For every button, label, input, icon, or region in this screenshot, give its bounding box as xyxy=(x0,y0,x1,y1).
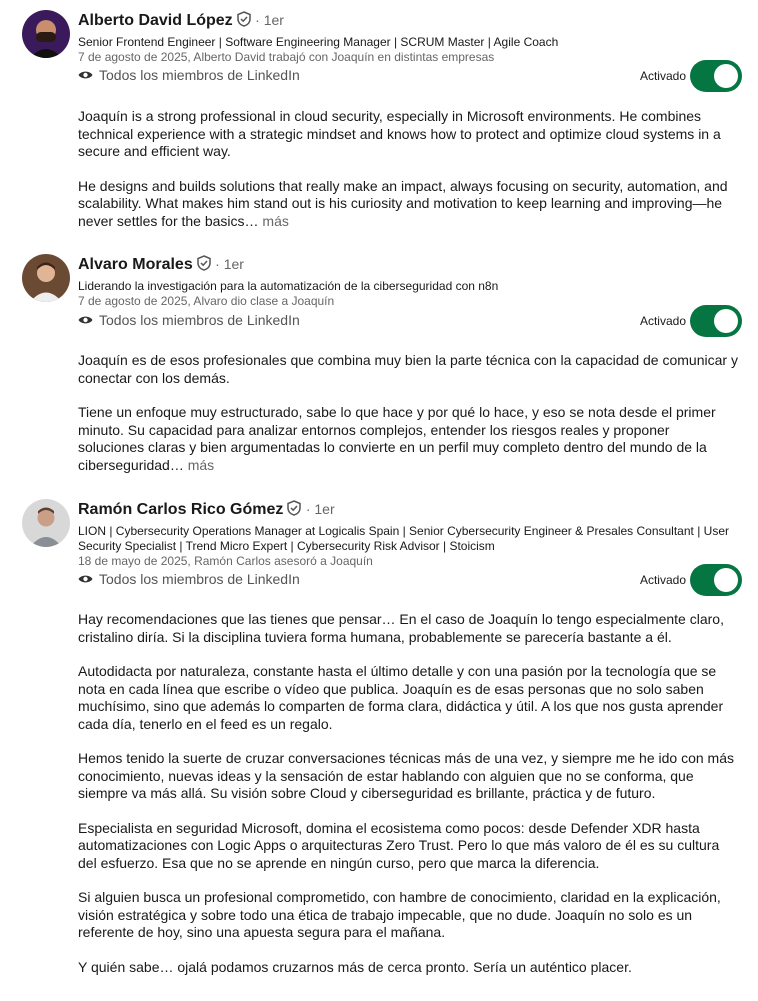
eye-icon xyxy=(78,312,93,328)
recommendation-meta: 7 de agosto de 2025, Alvaro dio clase a Joaquín xyxy=(78,294,335,308)
recommendation-paragraph: Tiene un enfoque muy estructurado, sabe lo que hace y por qué lo hace, y eso se nota desde el primer minuto. Su capacidad para analizar entornos complejos, entender los riesgos reales y proponer soluciones claras y bien argumentadas lo convierte en un perfil muy completo dentro del mundo de la ciberseguridad… xyxy=(78,404,716,473)
recommendation-meta: 7 de agosto de 2025, Alberto David trabajó con Joaquín en distintas empresas xyxy=(78,50,495,64)
recommendation-paragraph: Joaquín es de esos profesionales que combina muy bien la parte técnica con la capacidad de comunicar y conectar con los demás. xyxy=(78,352,738,386)
visibility-setting xyxy=(78,571,300,587)
recommendation-text xyxy=(78,352,738,491)
recommendation-paragraph: Hay recomendaciones que las tienes que pensar… En el caso de Joaquín lo tengo especialmente claro, cristalino diría. Si la disciplina tuviera forma humana, probablemente se parecería bastante a él. xyxy=(78,611,724,645)
avatar[interactable] xyxy=(22,499,70,547)
visibility-toggle[interactable] xyxy=(690,564,742,596)
recommendation-card xyxy=(0,499,758,1001)
avatar[interactable] xyxy=(22,254,70,302)
visibility-label: Todos los miembros de LinkedIn xyxy=(99,571,300,587)
verified-shield-icon xyxy=(237,11,251,33)
recommendation-paragraph: Y quién sabe… ojalá podamos cruzarnos más de cerca pronto. Sería un auténtico placer. xyxy=(78,958,632,975)
toggle-state-label: Activado xyxy=(639,573,686,587)
recommendation-paragraph: Joaquín is a strong professional in cloud security, especially in Microsoft environments. He combines technical experience with a strategic mindset and knows how to protect and optimize cloud systems in a secure and efficient way. xyxy=(78,108,721,159)
see-more-link[interactable]: más xyxy=(262,212,289,229)
visibility-toggle[interactable] xyxy=(690,60,742,92)
visibility-setting xyxy=(78,67,300,83)
member-headline: LION | Cybersecurity Operations Manager at Logicalis Spain | Senior Cybersecurity Engineer & Presales Consultant | User Security Specialist | Trend Micro Expert | Cybersecurity Risk Advisor | Stoicism xyxy=(78,524,729,553)
toggle-state-label: Activado xyxy=(639,314,686,328)
connection-degree: · 1er xyxy=(215,256,244,272)
member-name[interactable]: Ramón Carlos Rico Gómez xyxy=(78,501,284,518)
recommendation-paragraph: He designs and builds solutions that really make an impact, always focusing on security, automation, and scalability. What makes him stand out is his curiosity and motivation to keep learning and improving—he never settles for the basics… xyxy=(78,177,728,229)
member-headline: Senior Frontend Engineer | Software Engineering Manager | SCRUM Master | Agile Coach xyxy=(78,35,559,49)
verified-shield-icon xyxy=(287,500,301,522)
verified-shield-icon xyxy=(197,255,211,277)
recommendation-card xyxy=(0,254,758,484)
visibility-label: Todos los miembros de LinkedIn xyxy=(99,67,300,83)
eye-icon xyxy=(78,67,93,83)
eye-icon xyxy=(78,571,93,587)
visibility-toggle[interactable] xyxy=(690,305,742,337)
member-name[interactable]: Alvaro Morales xyxy=(78,256,193,273)
recommendation-paragraph: Hemos tenido la suerte de cruzar conversaciones técnicas más de una vez, y siempre me he ido con más conocimiento, nuevas ideas y la sensación de estar hablando con alguien que no se conforma, que siempre va más allá. Su visión sobre Cloud y ciberseguridad es brillante, práctica y de futuro. xyxy=(78,750,734,801)
recommendation-text xyxy=(78,108,738,247)
recommendation-card xyxy=(0,10,758,240)
visibility-setting xyxy=(78,312,300,328)
recommendation-paragraph: Si alguien busca un profesional comprometido, con hambre de conocimiento, claridad en la explicación, visión estratégica y sobre todo una ética de trabajo impecable, que no dude. Joaquín no solo es un referente de hoy, sino una apuesta segura para el mañana. xyxy=(78,889,721,940)
connection-degree: · 1er xyxy=(255,12,284,28)
recommendation-paragraph: Autodidacta por naturaleza, constante hasta el último detalle y con una pasión por la tecnología que se nota en cada línea que escribe o vídeo que publica. Joaquín es de esas personas que no solo saben muchísimo, sino que además lo comparten de forma clara, didáctica y útil. A los que nos gusta aprender cada día, tenerlo en el feed es un regalo. xyxy=(78,663,724,732)
member-headline: Liderando la investigación para la automatización de la ciberseguridad con n8n xyxy=(78,279,499,293)
recommendation-paragraph: Especialista en seguridad Microsoft, domina el ecosistema como pocos: desde Defender XDR hasta automatizaciones con Logic Apps o arquitecturas Zero Trust. Pero lo que más valoro de él es su cultura del esfuerzo. Esa que no se aprende en ningún curso, pero que marca la diferencia. xyxy=(78,819,720,871)
member-name[interactable]: Alberto David López xyxy=(78,12,233,29)
recommendation-text xyxy=(78,611,738,993)
recommendation-meta: 18 de mayo de 2025, Ramón Carlos asesoró a Joaquín xyxy=(78,554,373,568)
avatar[interactable] xyxy=(22,10,70,58)
visibility-label: Todos los miembros de LinkedIn xyxy=(99,312,300,328)
toggle-state-label: Activado xyxy=(639,69,686,83)
connection-degree: · 1er xyxy=(305,501,335,517)
see-more-link[interactable]: más xyxy=(187,456,215,473)
